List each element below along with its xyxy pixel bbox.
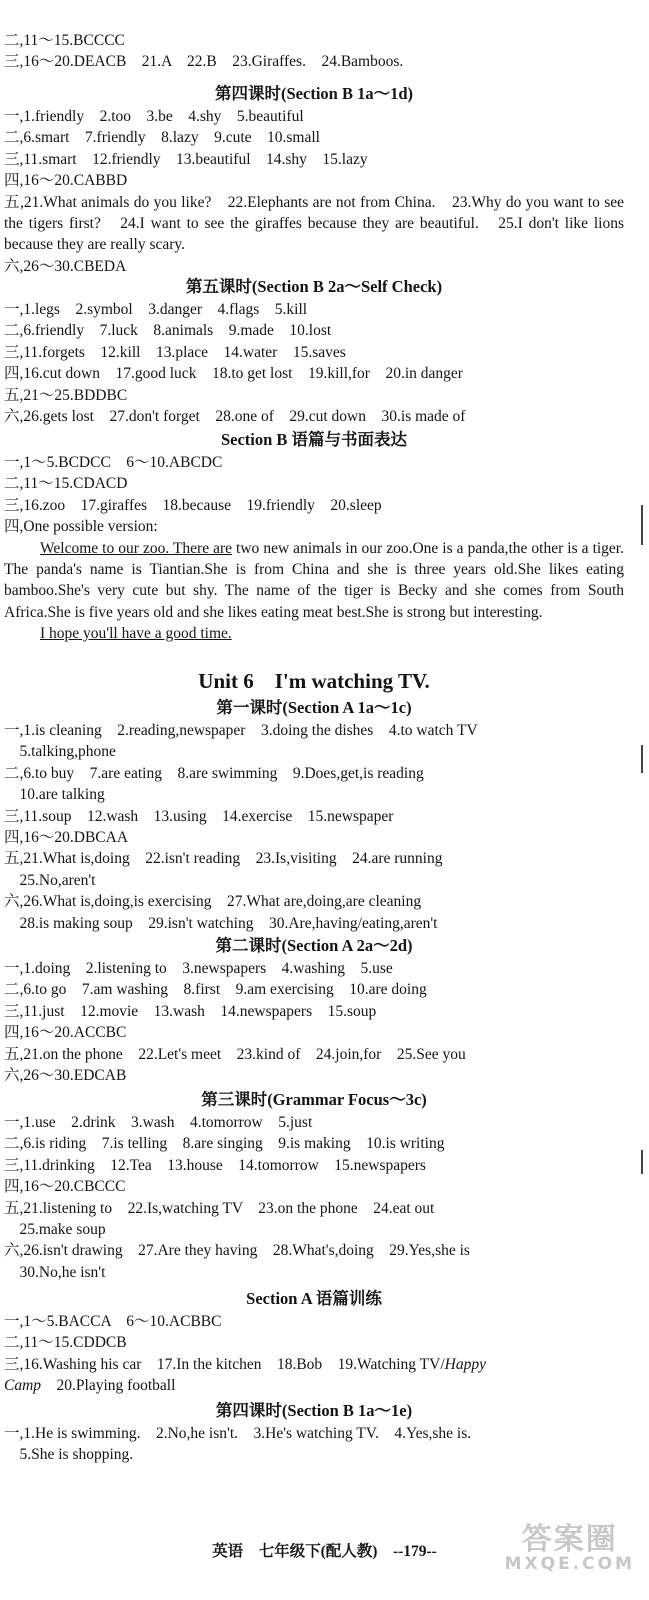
lesson-heading: 第一课时(Section A 1a～1c) [216,698,412,717]
model-essay [4,538,624,624]
answer-line: 四,16～20.CABBD [4,172,128,190]
answer-line: 一,1.use 2.drink 3.wash 4.tomorrow 5.just [4,1114,313,1131]
answer-line [4,1375,624,1396]
answer-line: 五,21.listening to 22.Is,watching TV 23.on the phone 24.eat out [4,1199,435,1217]
answer-line: 三,11.smart 12.friendly 13.beautiful 14.shy 15.lazy [4,150,368,168]
answer-line: 二,11～15.BCCCC [4,32,125,49]
answer-line: 二,6.friendly 7.luck 8.animals 9.made 10.lost [4,322,332,340]
answer-line: 六,26～30.CBEDA [4,257,127,275]
lesson-5-section-b-2a-self-check [4,275,624,427]
answer-line: 一,1～5.BACCA 6～10.ACBBC [4,1313,222,1330]
unit6-lesson-2 [4,934,624,1086]
answer-text: 三,16.Washing his car 17.In the kitchen 18.Bob 19.Watching TV/ [4,1355,445,1373]
lesson-heading: 第三课时(Grammar Focus～3c) [201,1090,427,1109]
answer-line: 一,1.legs 2.symbol 3.danger 4.flags 5.kill [4,301,308,318]
answer-line: 五,21.What is,doing 22.isn't reading 23.Is,visiting 24.are running [4,850,443,868]
unit-6-title-block [4,666,624,696]
answer-line: 四,16～20.CBCCC [4,1178,126,1196]
answer-line: 二,6.to buy 7.are eating 8.are swimming 9.Does,get,is reading [4,764,424,782]
answer-line: 二,6.to go 7.am washing 8.first 9.am exercising 10.are doing [4,981,427,999]
scan-edge-mark [641,505,643,545]
answer-line: 5.talking,phone [4,743,116,761]
lesson-heading: 第二课时(Section A 2a～2d) [215,936,413,955]
section-b-reading-writing [4,428,624,645]
unit-title: Unit 6 I'm watching TV. [198,669,430,693]
answer-line: 五,21.on the phone 22.Let's meet 23.kind of 24.join,for 25.See you [4,1045,466,1063]
watermark-domain: MXQE.COM [504,1554,635,1574]
site-watermark [504,1522,635,1576]
unit6-lesson-3 [4,1088,624,1283]
answer-line: 六,26.What is,doing,is exercising 27.What are,doing,are cleaning [4,893,422,911]
answer-line: 10.are talking [4,786,105,804]
answer-line [4,1354,624,1375]
lesson-heading: 第五课时(Section B 2a～Self Check) [185,277,443,296]
answer-line: 六,26.isn't drawing 27.Are they having 28.What's,doing 29.Yes,she is [4,1242,470,1260]
answer-line: 三,11.drinking 12.Tea 13.house 14.tomorrow 15.newspapers [4,1156,426,1174]
essay-body: two new animals in our zoo.One is a panda,the other is a tiger. The panda's name is Tiantian.She is from China and she is three years old.She likes eating bamboo.She's very cute but shy. The name of the tiger is Becky and she comes from South Africa.She is five years old and she likes eating meat best.She is strong but interesting. [4,539,624,621]
answer-line: 四,16～20.ACCBC [4,1024,127,1042]
answer-line: 二,11～15.CDDCB [4,1334,127,1352]
lesson-heading: Section A 语篇训练 [246,1289,382,1308]
answer-line: 五,21～25.BDDBC [4,386,128,404]
answer-paragraph: 五,21.What animals do you like? 22.Elephants are not from China. 23.Why do you want to see the tigers first? 24.I want to see the giraffes because they are beautiful. 25.I don't like lions because they are really scary. [4,193,624,254]
answer-line: 三,11.soup 12.wash 13.using 14.exercise 15.newspaper [4,807,394,825]
answer-text: 20.Playing football [41,1377,176,1395]
lesson-heading: 第四课时(Section B 1a～1d) [215,84,413,103]
scan-edge-mark [641,1150,643,1174]
lesson-heading: Section B 语篇与书面表达 [220,430,408,449]
lesson-heading: 第四课时(Section B 1a～1e) [215,1401,413,1420]
answer-line: 30.No,he isn't [4,1263,106,1281]
answer-line: 一,1.is cleaning 2.reading,newspaper 3.doing the dishes 4.to watch TV [4,722,478,739]
lesson-4-section-b-1a-1d [4,82,624,277]
answer-line: 六,26～30.EDCAB [4,1066,127,1084]
answer-line: 四,16～20.DBCAA [4,828,129,846]
answer-line: 一,1～5.BCDCC 6～10.ABCDC [4,454,223,471]
unit6-lesson-4 [4,1399,624,1466]
answer-line: 一,1.He is swimming. 2.No,he isn't. 3.He's watching TV. 4.Yes,she is. [4,1425,472,1442]
answer-line: 25.make soup [4,1220,106,1238]
answer-line: 三,16～20.DEACB 21.A 22.B 23.Giraffes. 24.Bamboos. [4,53,404,71]
answer-line: 一,1.friendly 2.too 3.be 4.shy 5.beautiful [4,108,304,125]
answer-line: 二,6.smart 7.friendly 8.lazy 9.cute 10.small [4,129,320,147]
answer-line: 二,6.is riding 7.is telling 8.are singing 9.is making 10.is writing [4,1135,445,1153]
answer-line: 四,16.cut down 17.good luck 18.to get lost 19.kill,for 20.in danger [4,365,463,383]
answer-line: 四,One possible version: [4,518,158,536]
answer-line: 5.She is shopping. [4,1446,134,1464]
answer-line: 28.is making soup 29.isn't watching 30.Are,having/eating,aren't [4,914,438,932]
answer-line: 三,11.just 12.movie 13.wash 14.newspapers 15.soup [4,1002,377,1020]
scan-edge-mark [641,745,643,773]
essay-closing-line [4,623,624,644]
page-footer: 英语 七年级下(配人教) --179-- [212,1543,437,1560]
answer-line: 25.No,aren't [4,871,96,889]
answer-line: 一,1.doing 2.listening to 3.newspapers 4.washing 5.use [4,960,393,977]
section-continued [4,30,624,73]
watermark-logo-text: 答案圈 [521,1522,618,1557]
answer-line: 三,16.zoo 17.giraffes 18.because 19.friendly 20.sleep [4,496,382,514]
answer-line: 三,11.forgets 12.kill 13.place 14.water 15.saves [4,343,346,361]
essay-underlined-opening: Welcome to our zoo. There are [40,539,233,557]
italic-show-name: Camp [4,1377,42,1395]
unit6-lesson-1 [4,696,624,934]
italic-show-name: Happy [444,1355,486,1373]
answer-line: 六,26.gets lost 27.don't forget 28.one of 29.cut down 30.is made of [4,407,466,425]
section-a-reading-practice [4,1287,624,1397]
answer-line: 二,11～15.CDACD [4,475,128,493]
essay-underlined-closing: I hope you'll have a good time. [40,625,232,643]
